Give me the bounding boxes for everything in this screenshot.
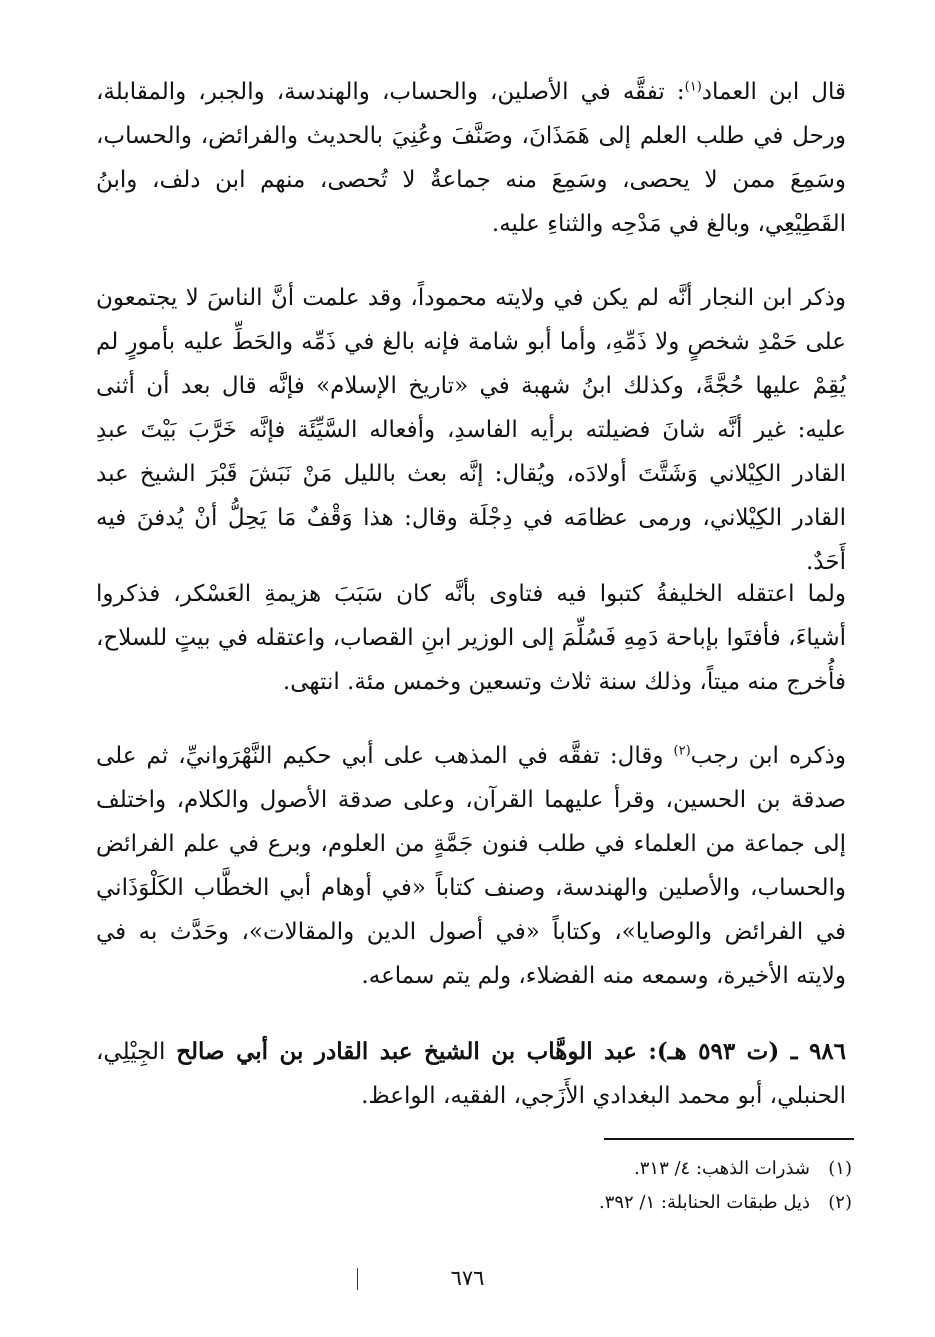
paragraph-imprisonment <box>96 572 846 704</box>
page-number: ٦٧٦ <box>450 1266 485 1290</box>
entry-text: الجِيْلِي، الحنبلي، أبو محمد البغدادي الأَزَجي، الفقيه، الواعظ. <box>96 1039 846 1109</box>
paragraph-text: : تفقَّه في الأصلين، والحساب، والهندسة، والجبر، والمقابلة، ورحل في طلب العلم إلى هَمَذَانَ، وصَنَّفَ وعُنِيَ بالحديث والفرائض، والحساب، وسَمِعَ ممن لا يحصى، وسَمِعَ منه جماعةٌ لا تُحصى، منهم ابن دلف، وابنُ القَطِيْعِي، وبالغ في مَدْحِه والثناءِ عليه. <box>96 79 846 237</box>
footnote-ref-2[interactable]: (٢) <box>673 743 691 759</box>
footnote-1 <box>96 1152 852 1186</box>
footnote-number: (١) <box>828 1158 852 1179</box>
paragraph-ibn-rajab <box>96 734 846 998</box>
biography-entry-986 <box>96 1030 846 1118</box>
paragraph-text: ولما اعتقله الخليفةُ كتبوا فيه فتاوى بأنَّه كان سَبَبَ هزيمةِ العَسْكر، فذكروا أشياءَ، فأفتَوا بإباحة دَمِهِ فَسُلِّمَ إلى الوزير ابنِ القصاب، واعتقله في بيتٍ للسلاح، فأُخرج منه ميتاً، وذلك سنة ثلاث وتسعين وخمس مئة. انتهى. <box>96 581 846 695</box>
entry-heading: ٩٨٦ ـ (ت ٥٩٣ هـ): عبد الوهَّاب بن الشيخ عبد القادر بن أبي صالح <box>176 1038 846 1065</box>
paragraph-lead: قال ابن العماد <box>701 79 846 105</box>
paragraph-text: وقال: تفقَّه في المذهب على أبي حكيم النَّهْرَوانيِّ، ثم على صدقة بن الحسين، وقرأ عليهما القرآن، وعلى صدقة الأصول والكلام، واختلف إلى جماعة من العلماء في طلب فنون جَمَّةٍ من العلوم، وبرع في علم الفرائض والحساب، والأصلين والهندسة، وصنف كتاباً «في أوهام أبي الخطَّاب الكَلْوَذَاني في الفرائض والوصايا»، وكتاباً «في أصول الدين والمقالات»، وحَدَّث به في ولايته الأخيرة، وسمعه منه الفضلاء، ولم يتم سماعه. <box>96 743 846 989</box>
footnotes <box>96 1152 852 1220</box>
footnote-number: (٢) <box>828 1192 852 1213</box>
footnote-2 <box>96 1186 852 1220</box>
paragraph-ibn-al-najjar <box>96 276 846 584</box>
paragraph-ibn-al-imad <box>96 70 846 246</box>
paragraph-text: وذكر ابن النجار أنَّه لم يكن في ولايته محموداً، وقد علمت أنَّ الناسَ لا يجتمعون على حَمْدِ شخصٍ ولا ذَمِّهِ، وأما أبو شامة فإنه بالغ في ذَمِّه والحَطِّ عليه بأمورٍ لم يُقِمْ عليها حُجَّةً، وكذلك ابنُ شهبة في «تاريخ الإسلام» فإنَّه قال بعد أن أثنى عليه: غير أنَّه شانَ فضيلته برأيه الفاسدِ، وأفعاله السَّيِّئَة فإنَّه خَرَّبَ بَيْتَ عبدِ القادر الكِيْلاني وَشَتَّتَ أولادَه، ويُقال: إنَّه بعث بالليل مَنْ نَبَشَ قَبْرَ الشيخ عبد القادر الكِيْلاني، ورمى عظامَه في دِجْلَة وقال: هذا وَقْفٌ مَا يَحِلُّ أنْ يُدفنَ فيه أَحَدٌ. <box>96 285 846 575</box>
footnote-text: شذرات الذهب: ٤/ ٣١٣. <box>634 1158 810 1179</box>
footnote-ref-1[interactable]: (١) <box>684 79 702 95</box>
footnote-text: ذيل طبقات الحنابلة: ١/ ٣٩٢. <box>598 1192 810 1213</box>
footnote-divider <box>604 1138 854 1140</box>
paragraph-lead: وذكره ابن رجب <box>690 743 846 769</box>
